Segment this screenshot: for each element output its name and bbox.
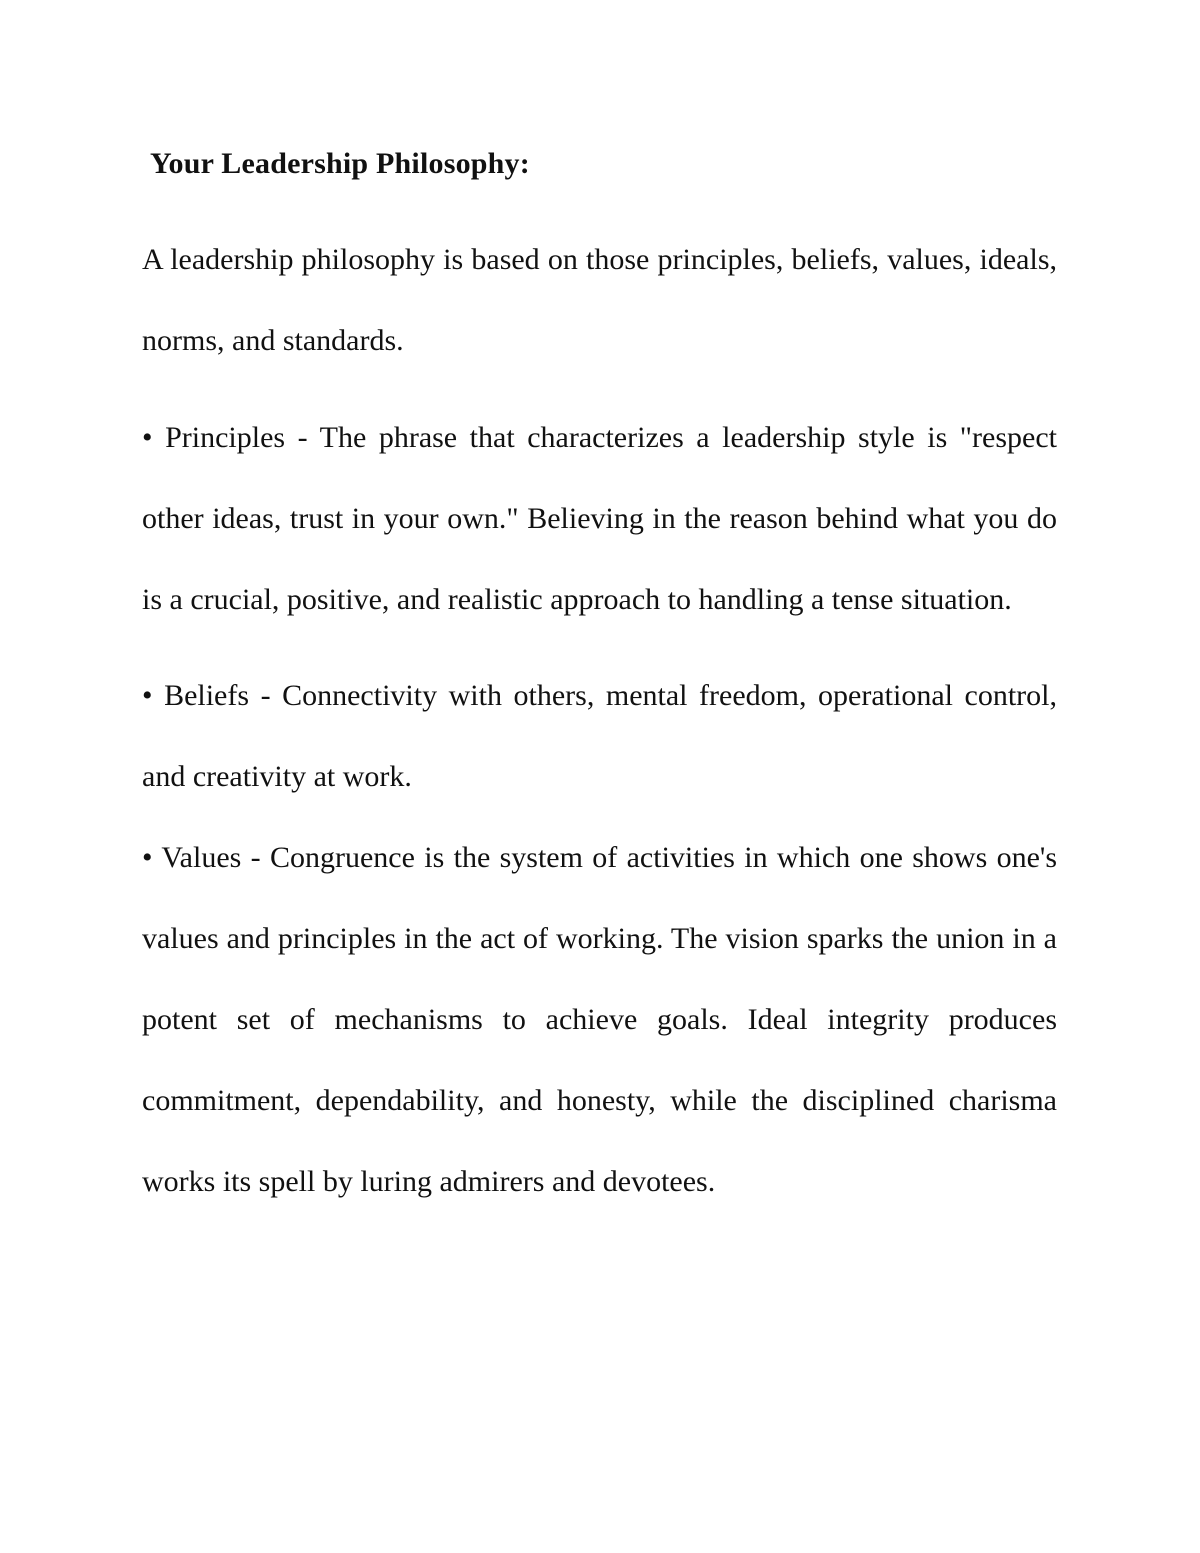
- bullet-marker: •: [142, 679, 153, 712]
- bullet-marker: •: [142, 421, 153, 454]
- bullet-text: Values - Congruence is the system of activities in which one shows one's values and principles in the act of working. The vision sparks the union in a potent set of mechanisms to achieve goals. Ideal integrity produces commitment, dependability, and honesty, while the disciplined charisma works its spell by luring admirers and devotees.: [142, 841, 1057, 1198]
- bullet-values: [142, 817, 1057, 1222]
- intro-paragraph: A leadership philosophy is based on those principles, beliefs, values, ideals, norms, and standards.: [142, 243, 1057, 357]
- document-body: [142, 140, 1057, 1222]
- bullet-text: Principles - The phrase that characterizes a leadership style is "respect other ideas, trust in your own." Believing in the reason behind what you do is a crucial, positive, and realistic approach to handling a tense situation.: [142, 421, 1057, 616]
- document-title: Your Leadership Philosophy:: [150, 147, 530, 180]
- bullet-marker: •: [142, 841, 153, 874]
- bullet-text: Beliefs - Connectivity with others, mental freedom, operational control, and creativity at work.: [142, 679, 1057, 793]
- bullet-principles: [142, 397, 1057, 640]
- bullet-beliefs: [142, 655, 1057, 817]
